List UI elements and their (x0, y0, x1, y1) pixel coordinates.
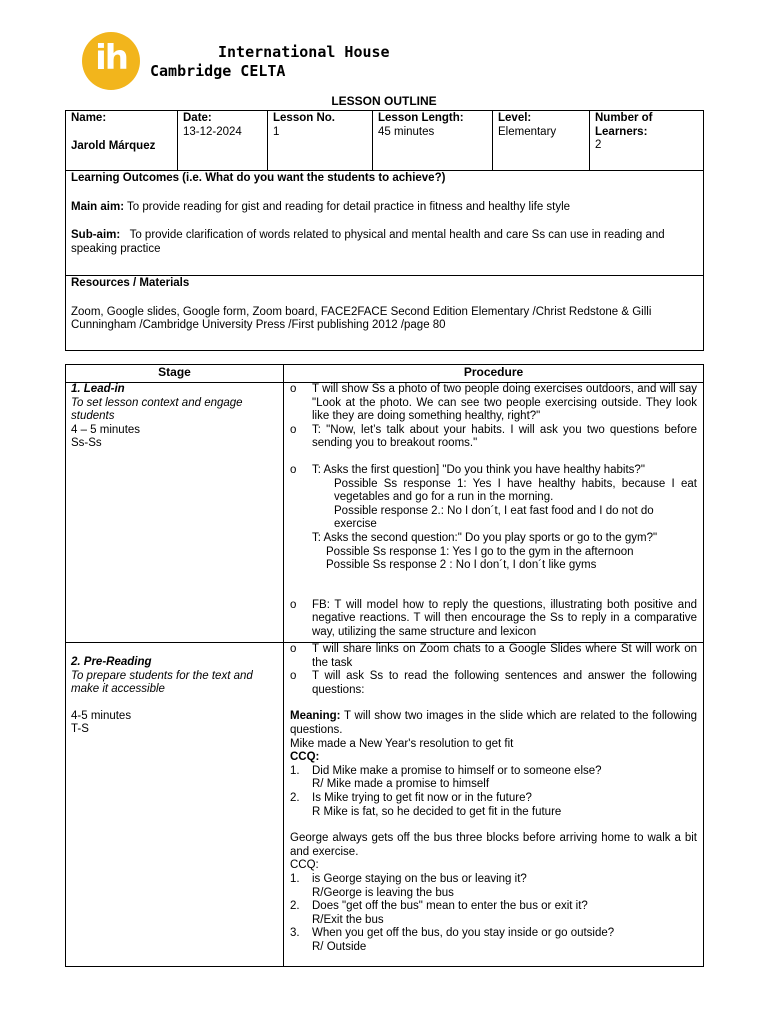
resources-row (66, 276, 704, 351)
ccq2-item-2-number: 2. (290, 900, 300, 913)
stage1-response-2: Possible response 2.: No I don´t, I eat fast food and I do not do exercise (334, 504, 654, 531)
stage1-interaction: Ss-Ss (71, 437, 102, 450)
main-aim-text: To provide reading for gist and reading for detail practice in fitness and healthy life style (127, 200, 571, 213)
main-aim-label: Main aim: (71, 200, 125, 213)
name-value: Jarold Márquez (71, 139, 156, 152)
lesson-length-cell (373, 111, 493, 171)
lesson-no-cell (268, 111, 373, 171)
meaning-label: Meaning: (290, 710, 341, 723)
stage1-question-2: T: Asks the second question:" Do you play sports or go to the gym?" (312, 531, 658, 544)
date-label: Date: (183, 112, 212, 124)
procedure-column-header: Procedure (284, 365, 704, 383)
org-name-line2: Cambridge CELTA (150, 62, 286, 80)
stage1-procedure (284, 383, 704, 643)
stage-column-header: Stage (66, 365, 284, 383)
stage2-sentence-2: George always gets off the bus three blocks before arriving home to walk a bit and exercise. (290, 832, 697, 858)
stage1-bullet-4: o FB: T will model how to reply the questions, illustrating both positive and negative reactions. T will then encourage the Ss to reply in a comparative way, utilizing the same structure and lexicon (290, 599, 697, 640)
stage1-bullet-3: o T: Asks the first question] "Do you think you have healthy habits?" (290, 464, 697, 478)
learners-value: 2 (595, 139, 602, 152)
ccq2-item-2-question: Does "get off the bus" mean to enter the bus or exit it? (312, 900, 588, 913)
ccq2-item-3-answer: R/ Outside (312, 940, 367, 953)
stage2-bullet-1: o T will share links on Zoom chats to a Google Slides where St will work on the task (290, 643, 697, 670)
stage2-row (66, 643, 704, 967)
learners-label: Number of Learners: (595, 112, 653, 138)
info-row (66, 111, 704, 171)
resources-heading: Resources / Materials (71, 277, 190, 289)
lesson-info-table (65, 110, 704, 351)
ccq2-item-3 (290, 927, 697, 941)
ccq2-item-3-question: When you get off the bus, do you stay inside or go outside? (312, 927, 615, 940)
ccq2-item-2 (290, 900, 697, 914)
ccq2-item-2-answer: R/Exit the bus (312, 913, 384, 926)
sub-aim-label: Sub-aim: (71, 229, 121, 242)
stage2-meaning (290, 710, 697, 737)
logo-text: ih (95, 38, 127, 78)
stage1-title: 1. Lead-in (71, 383, 125, 395)
stage2-interaction: T-S (71, 723, 89, 736)
resources-text: Zoom, Google slides, Google form, Zoom board, FACE2FACE Second Edition Elementary /Christ Redstone & Gilli Cunningham /Cambridge University Press /First publishing 2012 /page 80 (71, 305, 652, 332)
resources-cell (66, 276, 704, 351)
lesson-length-label: Lesson Length: (378, 112, 464, 124)
date-value: 13-12-2024 (183, 125, 242, 138)
name-cell (66, 111, 178, 171)
learning-outcomes-cell (66, 171, 704, 276)
stage1-row (66, 383, 704, 643)
learners-cell (590, 111, 704, 171)
ccq-item-2-answer: R Mike is fat, so he decided to get fit in the future (312, 805, 562, 818)
stage2-cell (66, 643, 284, 967)
procedure-table (65, 364, 704, 967)
org-name-line1: International House (218, 43, 390, 61)
stage2-time: 4-5 minutes (71, 709, 132, 722)
ccq2-item-3-number: 3. (290, 927, 300, 940)
stage2-bullet-2: o T will ask Ss to read the following sentences and answer the following questions: (290, 670, 697, 697)
lesson-no-label: Lesson No. (273, 112, 335, 124)
stage1-cell (66, 383, 284, 643)
ccq-item-2 (290, 792, 697, 806)
ih-logo (82, 32, 140, 90)
meaning-text: T will show two images in the slide which are related to the following questions. (290, 710, 697, 736)
main-aim (71, 201, 698, 215)
ccq-item-1-number: 1. (290, 764, 300, 777)
stage2-title: 2. Pre-Reading (71, 656, 152, 668)
ccq-item-2-question: Is Mike trying to get fit now or in the future? (312, 791, 532, 804)
stage2-procedure (284, 643, 704, 967)
ccq2-item-1-question: is George staying on the bus or leaving it? (312, 872, 527, 885)
sub-aim-text: To provide clarification of words related to physical and mental health and care Ss can use in reading and speaking practice (71, 229, 665, 255)
stage1-response-1: Possible Ss response 1: Yes I have healthy habits, because I eat vegetables and go for a run in the morning. (334, 477, 697, 504)
ccq2-item-1 (290, 873, 697, 887)
learning-outcomes-heading: Learning Outcomes (i.e. What do you want the students to achieve?) (71, 172, 446, 184)
ccq2-item-1-answer: R/George is leaving the bus (312, 886, 454, 899)
stage1-bullet-1: o T will show Ss a photo of two people doing exercises outdoors, and will say "Look at the photo. We can see two people exercising outside. They look like they are doing something healthy, right?" (290, 383, 697, 424)
level-label: Level: (498, 112, 532, 124)
ccq-item-1-answer: R/ Mike made a promise to himself (312, 778, 490, 791)
level-cell (493, 111, 590, 171)
ccq-label: CCQ: (290, 751, 320, 764)
ccq-item-1-question: Did Mike make a promise to himself or to someone else? (312, 764, 602, 777)
procedure-header-row (66, 365, 704, 383)
date-cell (178, 111, 268, 171)
name-label: Name: (71, 112, 107, 124)
ccq2-item-1-number: 1. (290, 872, 300, 885)
stage2-description: To prepare students for the text and make it accessible (71, 669, 253, 696)
level-value: Elementary (498, 125, 557, 138)
stage1-description: To set lesson context and engage students (71, 396, 243, 423)
stage2-sentence-1: Mike made a New Year's resolution to get fit (290, 737, 514, 750)
stage1-bullet-2: o T: "Now, let’s talk about your habits. I will ask you two questions before sending you to breakout rooms." (290, 424, 697, 451)
stage1-response-4: Possible Ss response 2 : No I don´t, I don´t like gyms (326, 559, 597, 572)
sub-aim (71, 229, 698, 256)
learning-outcomes-row (66, 171, 704, 276)
ccq-item-1 (290, 765, 697, 779)
document-title: LESSON OUTLINE (331, 94, 437, 108)
lesson-no-value: 1 (273, 125, 280, 138)
ccq2-label: CCQ: (290, 859, 319, 872)
stage1-time: 4 – 5 minutes (71, 423, 141, 436)
stage1-response-3: Possible Ss response 1: Yes I go to the gym in the afternoon (326, 545, 634, 558)
lesson-length-value: 45 minutes (378, 125, 435, 138)
ccq-item-2-number: 2. (290, 791, 300, 804)
